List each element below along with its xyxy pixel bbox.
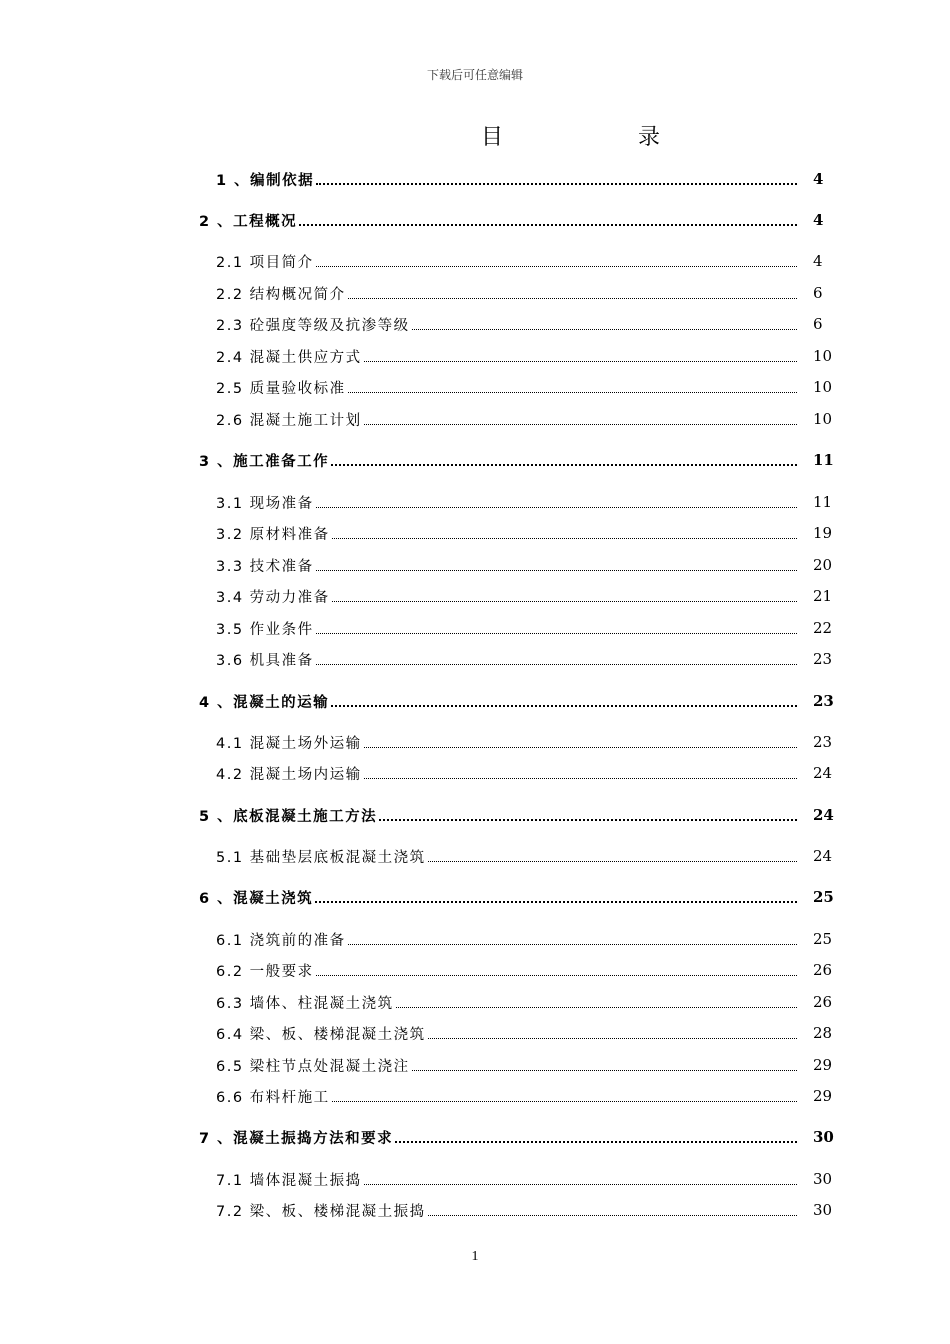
dot-leader	[299, 224, 797, 226]
toc-entry[interactable]	[199, 209, 801, 231]
page-number: 1	[471, 1249, 479, 1264]
toc-entry-page: 24	[813, 806, 834, 824]
toc-entry-page: 20	[813, 556, 833, 574]
toc-entry[interactable]	[216, 1085, 801, 1107]
dot-leader	[316, 664, 797, 665]
toc-entry-label: 2.2 结构概况简介	[216, 287, 346, 303]
toc-entry-page: 10	[813, 378, 833, 396]
toc-title	[0, 120, 950, 152]
toc-entry-label: 5 、底板混凝土施工方法	[199, 809, 378, 825]
toc-entry[interactable]	[216, 1022, 801, 1044]
toc-entry[interactable]	[216, 617, 801, 639]
toc-entry-label: 6.3 墙体、柱混凝土浇筑	[216, 996, 394, 1012]
toc-entry-page: 29	[813, 1056, 833, 1074]
toc-entry-page: 23	[813, 733, 833, 751]
toc-entry[interactable]	[199, 449, 801, 471]
toc-entry-page: 26	[813, 961, 833, 979]
dot-leader	[364, 778, 797, 779]
dot-leader	[395, 1141, 797, 1143]
dot-leader	[364, 424, 797, 425]
page-header: 下载后可任意编辑	[426, 68, 523, 82]
toc-entry-label: 1 、编制依据	[216, 173, 315, 189]
toc-title-right: 录	[638, 125, 661, 150]
toc-entry-label: 2.5 质量验收标准	[216, 381, 346, 397]
toc-entry-page: 26	[813, 993, 833, 1011]
dot-leader	[396, 1007, 797, 1008]
dot-leader	[428, 1038, 797, 1039]
toc-title-left: 目	[481, 125, 504, 150]
toc-entry-page: 6	[813, 315, 823, 333]
toc-entry-label: 3 、施工准备工作	[199, 454, 330, 470]
toc-entry-label: 4 、混凝土的运输	[199, 695, 330, 711]
toc-entry-label: 2.1 项目简介	[216, 255, 314, 271]
dot-leader	[316, 570, 797, 571]
toc-entry[interactable]	[216, 168, 801, 190]
dot-leader	[348, 392, 797, 393]
toc-entry-page: 11	[813, 493, 833, 511]
toc-entry-page: 10	[813, 410, 833, 428]
toc-entry[interactable]	[216, 408, 801, 430]
toc-entry-page: 28	[813, 1024, 833, 1042]
toc-entry[interactable]	[199, 804, 801, 826]
toc-entry-page: 30	[813, 1201, 833, 1219]
toc-entry-label: 2.4 混凝土供应方式	[216, 350, 362, 366]
toc-entry-page: 21	[813, 587, 833, 605]
dot-leader	[316, 266, 797, 267]
toc-entry[interactable]	[216, 731, 801, 753]
toc-entry-label: 7.1 墙体混凝土振捣	[216, 1173, 362, 1189]
toc-entry[interactable]	[216, 1054, 801, 1076]
toc-entry-page: 10	[813, 347, 833, 365]
toc-entry-label: 6.2 一般要求	[216, 964, 314, 980]
toc-entry-page: 24	[813, 847, 833, 865]
toc-entry[interactable]	[199, 690, 801, 712]
toc-entry-label: 4.2 混凝土场内运输	[216, 767, 362, 783]
toc-entry-label: 6 、混凝土浇筑	[199, 891, 314, 907]
toc-entry[interactable]	[216, 648, 801, 670]
toc-entry-label: 3.3 技术准备	[216, 559, 314, 575]
toc-entry[interactable]	[216, 345, 801, 367]
toc-entry-page: 25	[813, 888, 834, 906]
toc-entry[interactable]	[216, 1168, 801, 1190]
toc-entry[interactable]	[216, 522, 801, 544]
toc-entry[interactable]	[216, 928, 801, 950]
toc-entry-page: 4	[813, 252, 823, 270]
toc-entry[interactable]	[216, 491, 801, 513]
toc-entry-label: 6.4 梁、板、楼梯混凝土浇筑	[216, 1027, 426, 1043]
toc-entry-label: 2.3 砼强度等级及抗渗等级	[216, 318, 410, 334]
dot-leader	[316, 975, 797, 976]
toc-entry-label: 5.1 基础垫层底板混凝土浇筑	[216, 850, 426, 866]
toc-entry-label: 7.2 梁、板、楼梯混凝土振捣	[216, 1204, 426, 1220]
toc-entry-label: 3.1 现场准备	[216, 496, 314, 512]
toc-entry-page: 23	[813, 650, 833, 668]
toc-entry[interactable]	[216, 845, 801, 867]
dot-leader	[316, 507, 797, 508]
dot-leader	[364, 361, 797, 362]
dot-leader	[348, 298, 797, 299]
toc-entry-page: 22	[813, 619, 833, 637]
toc-entry-label: 2 、工程概况	[199, 214, 298, 230]
toc-entry-page: 6	[813, 284, 823, 302]
toc-entry-label: 7 、混凝土振捣方法和要求	[199, 1131, 394, 1147]
dot-leader	[315, 901, 797, 903]
dot-leader	[331, 464, 797, 466]
dot-leader	[412, 329, 797, 330]
toc-entry-page: 30	[813, 1170, 833, 1188]
toc-entry-label: 2.6 混凝土施工计划	[216, 413, 362, 429]
toc-entry-label: 6.6 布料杆施工	[216, 1090, 330, 1106]
toc-entry-page: 11	[813, 451, 834, 469]
dot-leader	[316, 633, 797, 634]
toc-entry[interactable]	[216, 991, 801, 1013]
toc-entry[interactable]	[216, 554, 801, 576]
toc-entry-page: 29	[813, 1087, 833, 1105]
toc-entry[interactable]	[216, 282, 801, 304]
toc-entry[interactable]	[216, 250, 801, 272]
toc-entry[interactable]	[199, 886, 801, 908]
toc-entry-label: 3.2 原材料准备	[216, 527, 330, 543]
toc-entry-page: 30	[813, 1128, 834, 1146]
toc-entry-label: 6.1 浇筑前的准备	[216, 933, 346, 949]
toc-entry-page: 4	[813, 170, 824, 188]
toc-entry-label: 3.5 作业条件	[216, 622, 314, 638]
dot-leader	[379, 819, 797, 821]
toc-entry-label: 6.5 梁柱节点处混凝土浇注	[216, 1059, 410, 1075]
toc-entry-page: 23	[813, 692, 834, 710]
toc-entry[interactable]	[216, 585, 801, 607]
toc-entry-label: 3.6 机具准备	[216, 653, 314, 669]
dot-leader	[412, 1070, 797, 1071]
toc-entry-page: 19	[813, 524, 833, 542]
dot-leader	[348, 944, 797, 945]
dot-leader	[332, 538, 797, 539]
toc-entry-page: 4	[813, 211, 824, 229]
dot-leader	[364, 1184, 797, 1185]
dot-leader	[428, 1215, 797, 1216]
toc-entry-label: 4.1 混凝土场外运输	[216, 736, 362, 752]
dot-leader	[332, 601, 797, 602]
toc-entry[interactable]	[216, 313, 801, 335]
toc-entry-page: 25	[813, 930, 833, 948]
toc-entry[interactable]	[216, 376, 801, 398]
dot-leader	[331, 705, 797, 707]
toc-entry-page: 24	[813, 764, 833, 782]
dot-leader	[428, 861, 797, 862]
toc-entry[interactable]	[216, 762, 801, 784]
dot-leader	[316, 183, 797, 185]
toc-entry[interactable]	[216, 1199, 801, 1221]
dot-leader	[364, 747, 797, 748]
dot-leader	[332, 1101, 797, 1102]
toc-entry-label: 3.4 劳动力准备	[216, 590, 330, 606]
toc-entry[interactable]	[216, 959, 801, 981]
toc-entry[interactable]	[199, 1126, 801, 1148]
